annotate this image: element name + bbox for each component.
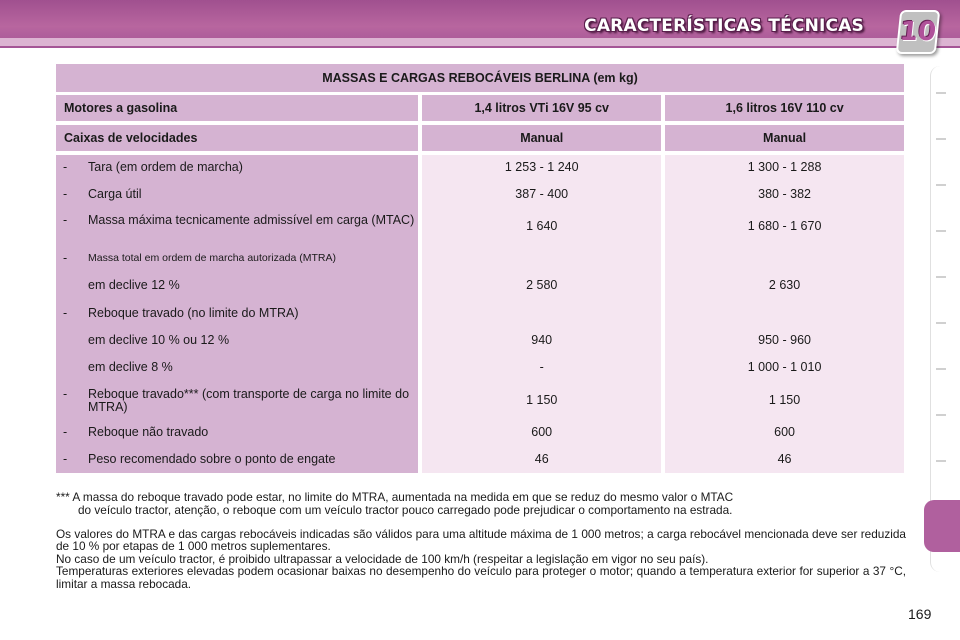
engine-col2: 1,6 litros 16V 110 cv <box>665 95 904 121</box>
side-tab-marker[interactable] <box>936 92 946 94</box>
note-paragraph: Temperaturas exteriores elevadas podem ocasionar baixas no desempenho do veículo para proteger o motor; quando a temperatura exterior for superior a 37 °C, limitar a massa rebocada. <box>56 564 906 591</box>
gearbox-col2: Manual <box>665 125 904 151</box>
table-cell: 46 <box>534 452 549 466</box>
table-title: MASSAS E CARGAS REBOCÁVEIS BERLINA (em kg) <box>56 64 904 92</box>
table-cell: 1 150 <box>768 393 801 407</box>
table-cell: 1 150 <box>526 393 558 407</box>
values-column-1 <box>422 155 661 473</box>
table-cell: 1 640 <box>526 219 558 233</box>
side-tab-marker[interactable] <box>936 368 946 370</box>
table-cell: - <box>539 360 544 374</box>
side-tab-marker[interactable] <box>936 138 946 140</box>
gearbox-label: Caixas de velocidades <box>56 125 418 151</box>
table-cell: 387 - 400 <box>515 187 569 201</box>
page-header <box>0 0 960 48</box>
chapter-number: 10 <box>898 17 938 47</box>
chapter-badge <box>896 10 941 54</box>
table-cell: 940 <box>531 333 553 347</box>
engine-label: Motores a gasolina <box>56 95 418 121</box>
side-tab-marker[interactable] <box>936 460 946 462</box>
header-accent-band <box>0 38 960 46</box>
side-tab-marker[interactable] <box>936 230 946 232</box>
engine-col1: 1,4 litros VTi 16V 95 cv <box>422 95 661 121</box>
notes-text <box>56 528 906 590</box>
table-cell: 2 630 <box>768 278 801 292</box>
values-column-2 <box>665 155 904 473</box>
table-footnote <box>56 491 906 517</box>
engine-row <box>56 95 904 121</box>
section-title: CARACTERÍSTICAS TÉCNICAS <box>584 16 864 36</box>
gearbox-row <box>56 125 904 151</box>
note-paragraph: Os valores do MTRA e das cargas rebocáveis indicadas são válidos para uma altitude máxima de 1 000 metros; a carga rebocável mencionada deve ser reduzida de 10 % por etapas de 1 000 metros suplementares. <box>56 527 906 554</box>
note-paragraph: No caso de um veículo tractor, é proibido ultrapassar a velocidade de 100 km/h (respeitar a legislação em vigor no seu país). <box>56 551 709 566</box>
table-cell: 2 580 <box>526 278 558 292</box>
table-cell: 1 300 - 1 288 <box>747 160 822 174</box>
gearbox-col1: Manual <box>422 125 661 151</box>
table-body <box>56 155 904 473</box>
side-tab-marker[interactable] <box>936 414 946 416</box>
labels-column: - Tara (em ordem de marcha) - Carga útil - Massa máxima tecnicamente admissível em carga (MTAC) - Massa total em ordem de marcha autorizada (MTRA) em declive 12 % - Reboque travado (no limite do MTRA) em declive 10 % ou 12 % em declive 8 % - Reboque travado*** (com transporte de carga no limite do MTRA) - Reboque não travado - Peso recomendado sobre o ponto de engate <box>56 155 418 473</box>
table-cell: 600 <box>774 425 795 439</box>
table-cell: 950 - 960 <box>758 333 811 347</box>
table-cell: 46 <box>777 452 792 466</box>
table-cell: 1 000 - 1 010 <box>747 360 822 374</box>
page-number: 169 <box>908 606 932 622</box>
side-tab-marker[interactable] <box>936 184 946 186</box>
table-cell: 1 680 - 1 670 <box>747 219 822 233</box>
towing-masses-table <box>56 64 904 473</box>
side-tab-active-chapter[interactable] <box>924 500 960 552</box>
table-cell: 600 <box>531 425 553 439</box>
side-tab-marker[interactable] <box>936 276 946 278</box>
footnote-line: *** A massa do reboque travado pode estar, no limite do MTRA, aumentada na medida em que se reduz do mesmo valor o MTAC <box>56 490 734 504</box>
table-cell: 1 253 - 1 240 <box>504 160 579 174</box>
table-cell: 380 - 382 <box>758 187 811 201</box>
footnote-line: do veículo tractor, atenção, o reboque com um veículo tractor pouco carregado pode prejudicar o comportamento na estrada. <box>78 503 733 517</box>
side-tab-marker[interactable] <box>936 322 946 324</box>
side-tabs <box>936 70 946 570</box>
